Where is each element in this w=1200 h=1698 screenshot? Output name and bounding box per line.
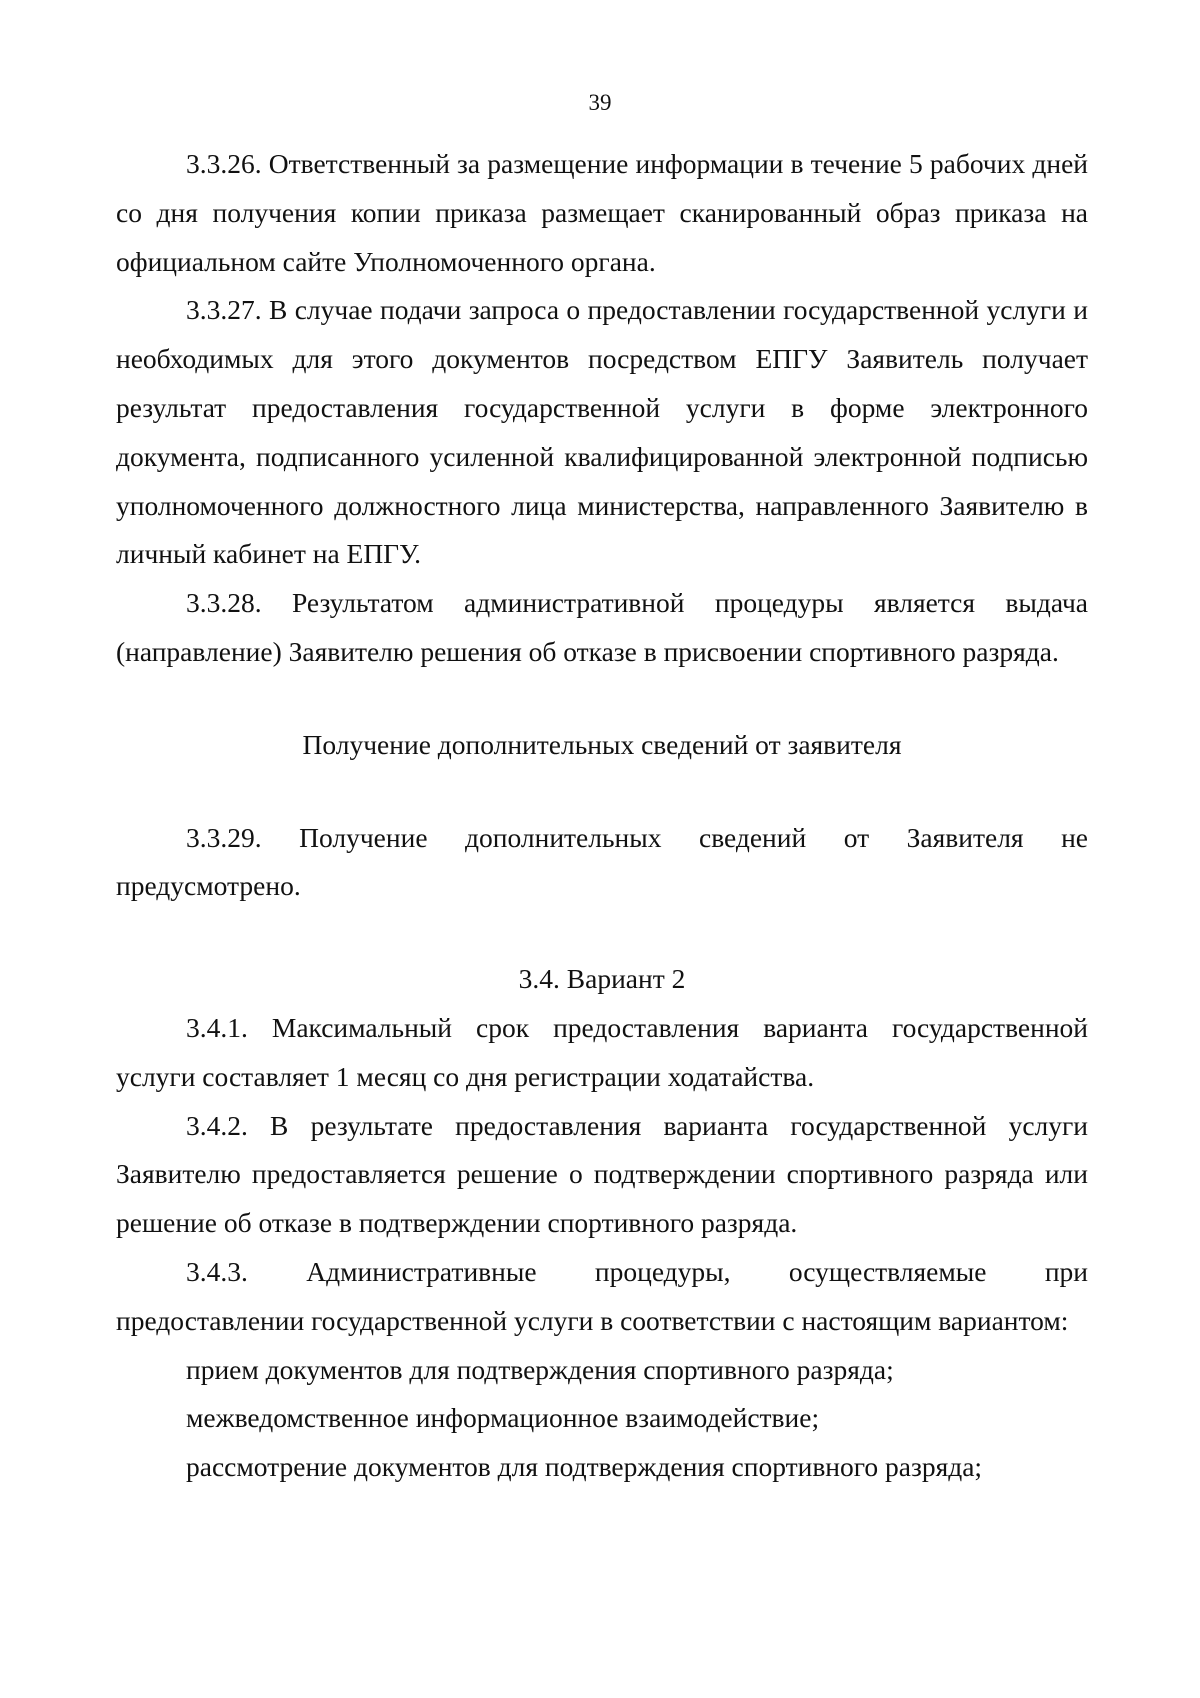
list-item: межведомственное информационное взаимодействие; [186, 1402, 820, 1434]
paragraph-3-3-26: 3.3.26. Ответственный за размещение информации в течение 5 рабочих дней со дня получения копии приказа размещает сканированный образ приказа на официальном сайте Уполномоченного органа. [116, 148, 1088, 277]
page-number: 39 [588, 90, 612, 115]
section-heading-variant-2: 3.4. Вариант 2 [518, 963, 686, 995]
paragraph-3-4-3-rest: предоставлении государственной услуги в соответствии с настоящим вариантом: [116, 1304, 1069, 1336]
list-item: рассмотрение документов для подтверждения спортивного разряда; [186, 1451, 983, 1483]
paragraph-3-4-1: 3.4.1. Максимальный срок предоставления варианта государственной услуги составляет 1 месяц со дня регистрации ходатайства. [116, 1011, 1088, 1092]
paragraph-3-4-3-line1: 3.4.3. Административные процедуры, осуществляемые при [186, 1255, 1088, 1287]
list-item: прием документов для подтверждения спортивного разряда; [186, 1353, 894, 1385]
paragraph-3-3-29-line2: предусмотрено. [116, 870, 301, 902]
paragraph-3-3-28: 3.3.28. Результатом административной процедуры является выдача (направление) Заявителю решения об отказе в присвоении спортивного разряда. [116, 587, 1088, 667]
paragraph-3-3-29-line1: 3.3.29. Получение дополнительных сведений от Заявителя не [186, 821, 1088, 853]
paragraph-3-4-2: 3.4.2. В результате предоставления варианта государственной услуги Заявителю предоставляется решение о подтверждении спортивного разряда или решение об отказе в подтверждении спортивного разряда. [116, 1109, 1088, 1239]
document-body [116, 140, 1088, 1492]
section-heading-additional-info: Получение дополнительных сведений от заявителя [302, 728, 902, 760]
paragraph-3-3-27: 3.3.27. В случае подачи запроса о предоставлении государственной услуги и необходимых для этого документов посредством ЕПГУ Заявитель получает результат предоставления государственной услуги в форме электронного документа, подписанного усиленной квалифицированной электронной подписью уполномоченного должностного лица министерства, направленного Заявителю в личный кабинет на ЕПГУ. [116, 294, 1088, 570]
